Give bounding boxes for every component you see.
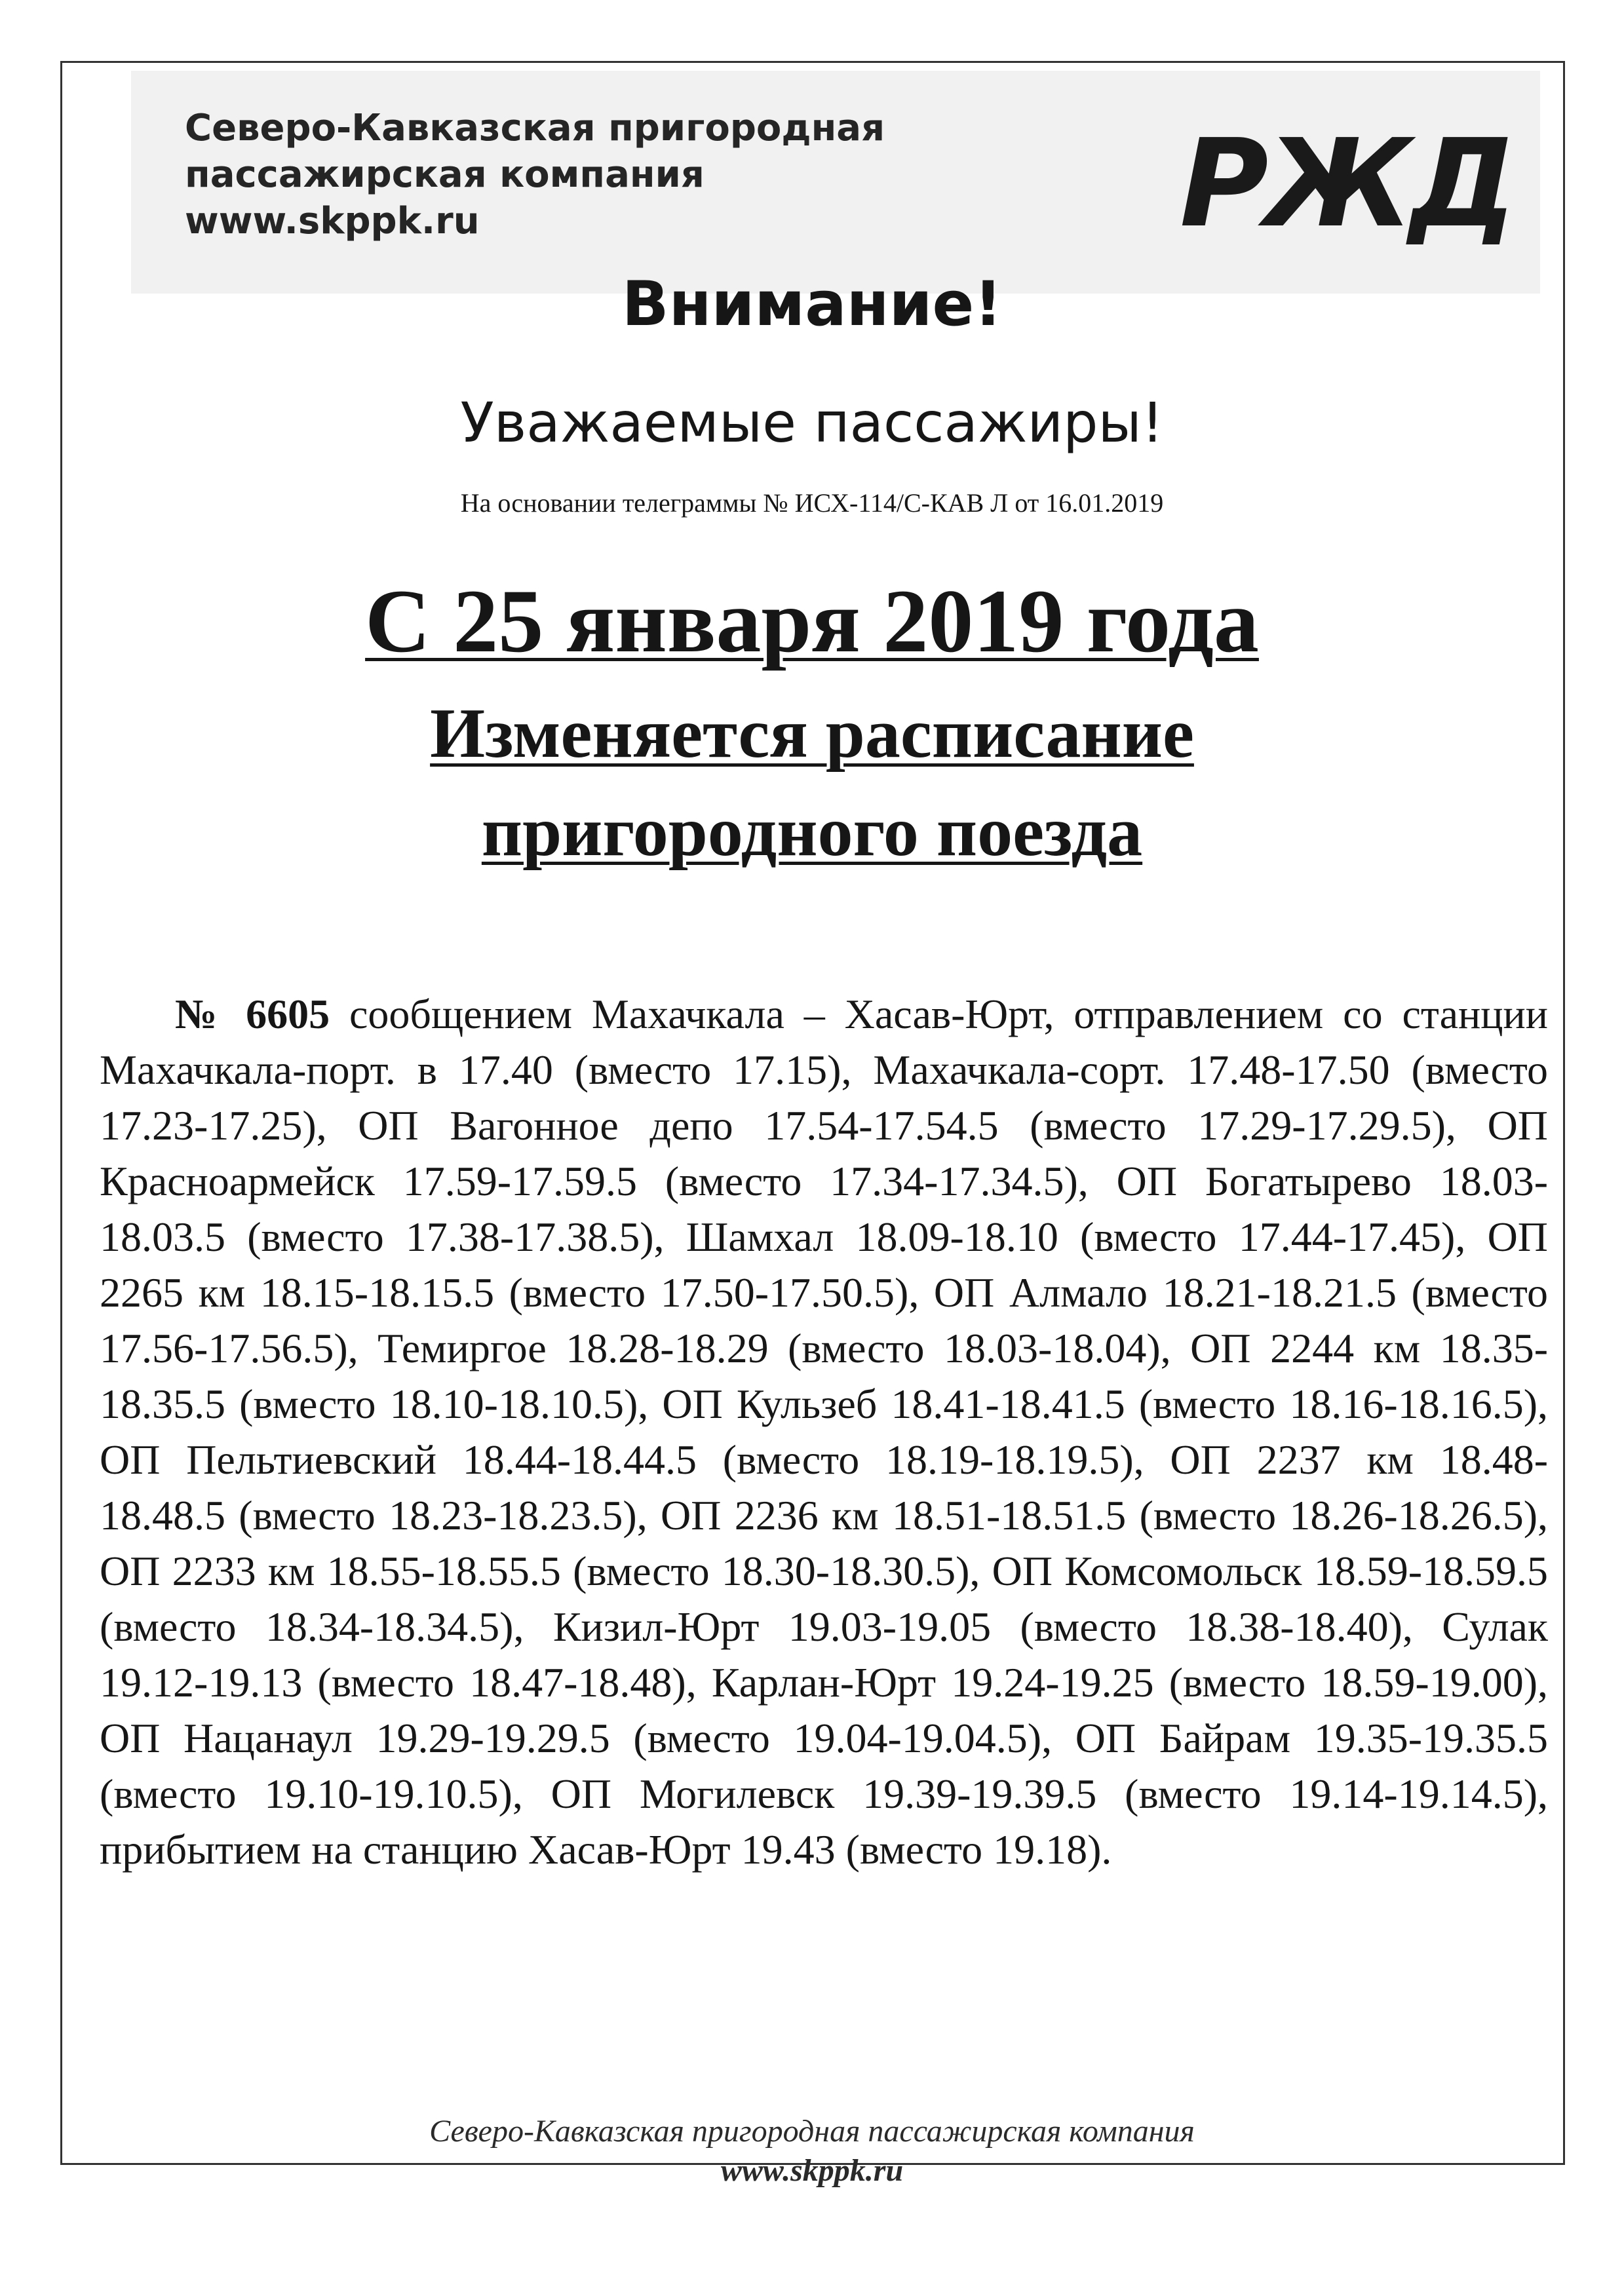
date-headline: С 25 января 2019 года	[365, 571, 1259, 671]
company-website: www.skppk.ru	[185, 200, 480, 242]
attention-heading: Внимание!	[621, 269, 1003, 340]
greeting-heading: Уважаемые пассажиры!	[460, 391, 1164, 455]
company-header	[185, 105, 885, 244]
footer-company: Северо-Кавказская пригородная пассажирская компания	[429, 2114, 1195, 2149]
telegram-basis: На основании телеграммы № ИСХ-114/С-КАВ Л от 16.01.2019	[460, 488, 1164, 518]
company-name-line2: пассажирская компания	[185, 153, 705, 196]
footer-website: www.skppk.ru	[720, 2153, 904, 2188]
rzd-logo: РЖД	[1180, 113, 1513, 254]
train-number: № 6605	[175, 991, 330, 1037]
company-name-line1: Северо-Кавказская пригородная	[185, 107, 885, 149]
schedule-paragraph	[100, 986, 1548, 1877]
schedule-text: сообщением Махачкала – Хасав-Юрт, отправлением со станции Махачкала-порт. в 17.40 (вместо 17.15), Махачкала-сорт. 17.48-17.50 (вместо 17.23-17.25), ОП Вагонное депо 17.54-17.54.5 (вместо 17.29-17.29.5), ОП Красноармейск 17.59-17.59.5 (вместо 17.34-17.34.5), ОП Богатырево 18.03-18.03.5 (вместо 17.38-17.38.5), Шамхал 18.09-18.10 (вместо 17.44-17.45), ОП 2265 км 18.15-18.15.5 (вместо 17.50-17.50.5), ОП Алмало 18.21-18.21.5 (вместо 17.56-17.56.5), Темиргое 18.28-18.29 (вместо 18.03-18.04), ОП 2244 км 18.35-18.35.5 (вместо 18.10-18.10.5), ОП Кульзеб 18.41-18.41.5 (вместо 18.16-18.16.5), ОП Пельтиевский 18.44-18.44.5 (вместо 18.19-18.19.5), ОП 2237 км 18.48-18.48.5 (вместо 18.23-18.23.5), ОП 2236 км 18.51-18.51.5 (вместо 18.26-18.26.5), ОП 2233 км 18.55-18.55.5 (вместо 18.30-18.30.5), ОП Комсомольск 18.59-18.59.5 (вместо 18.34-18.34.5), Кизил-Юрт 19.03-19.05 (вместо 18.38-18.40), Сулак 19.12-19.13 (вместо 18.47-18.48), Карлан-Юрт 19.24-19.25 (вместо 18.59-19.00), ОП Нацанаул 19.29-19.29.5 (вместо 19.04-19.04.5), ОП Байрам 19.35-19.35.5 (вместо 19.10-19.10.5), ОП Могилевск 19.39-19.39.5 (вместо 19.14-19.14.5), прибытием на станцию Хасав-Юрт 19.43 (вместо 19.18).	[100, 991, 1549, 1873]
change-headline-line2: пригородного поезда	[481, 793, 1143, 871]
change-headline-line1: Изменяется расписание	[430, 695, 1194, 773]
